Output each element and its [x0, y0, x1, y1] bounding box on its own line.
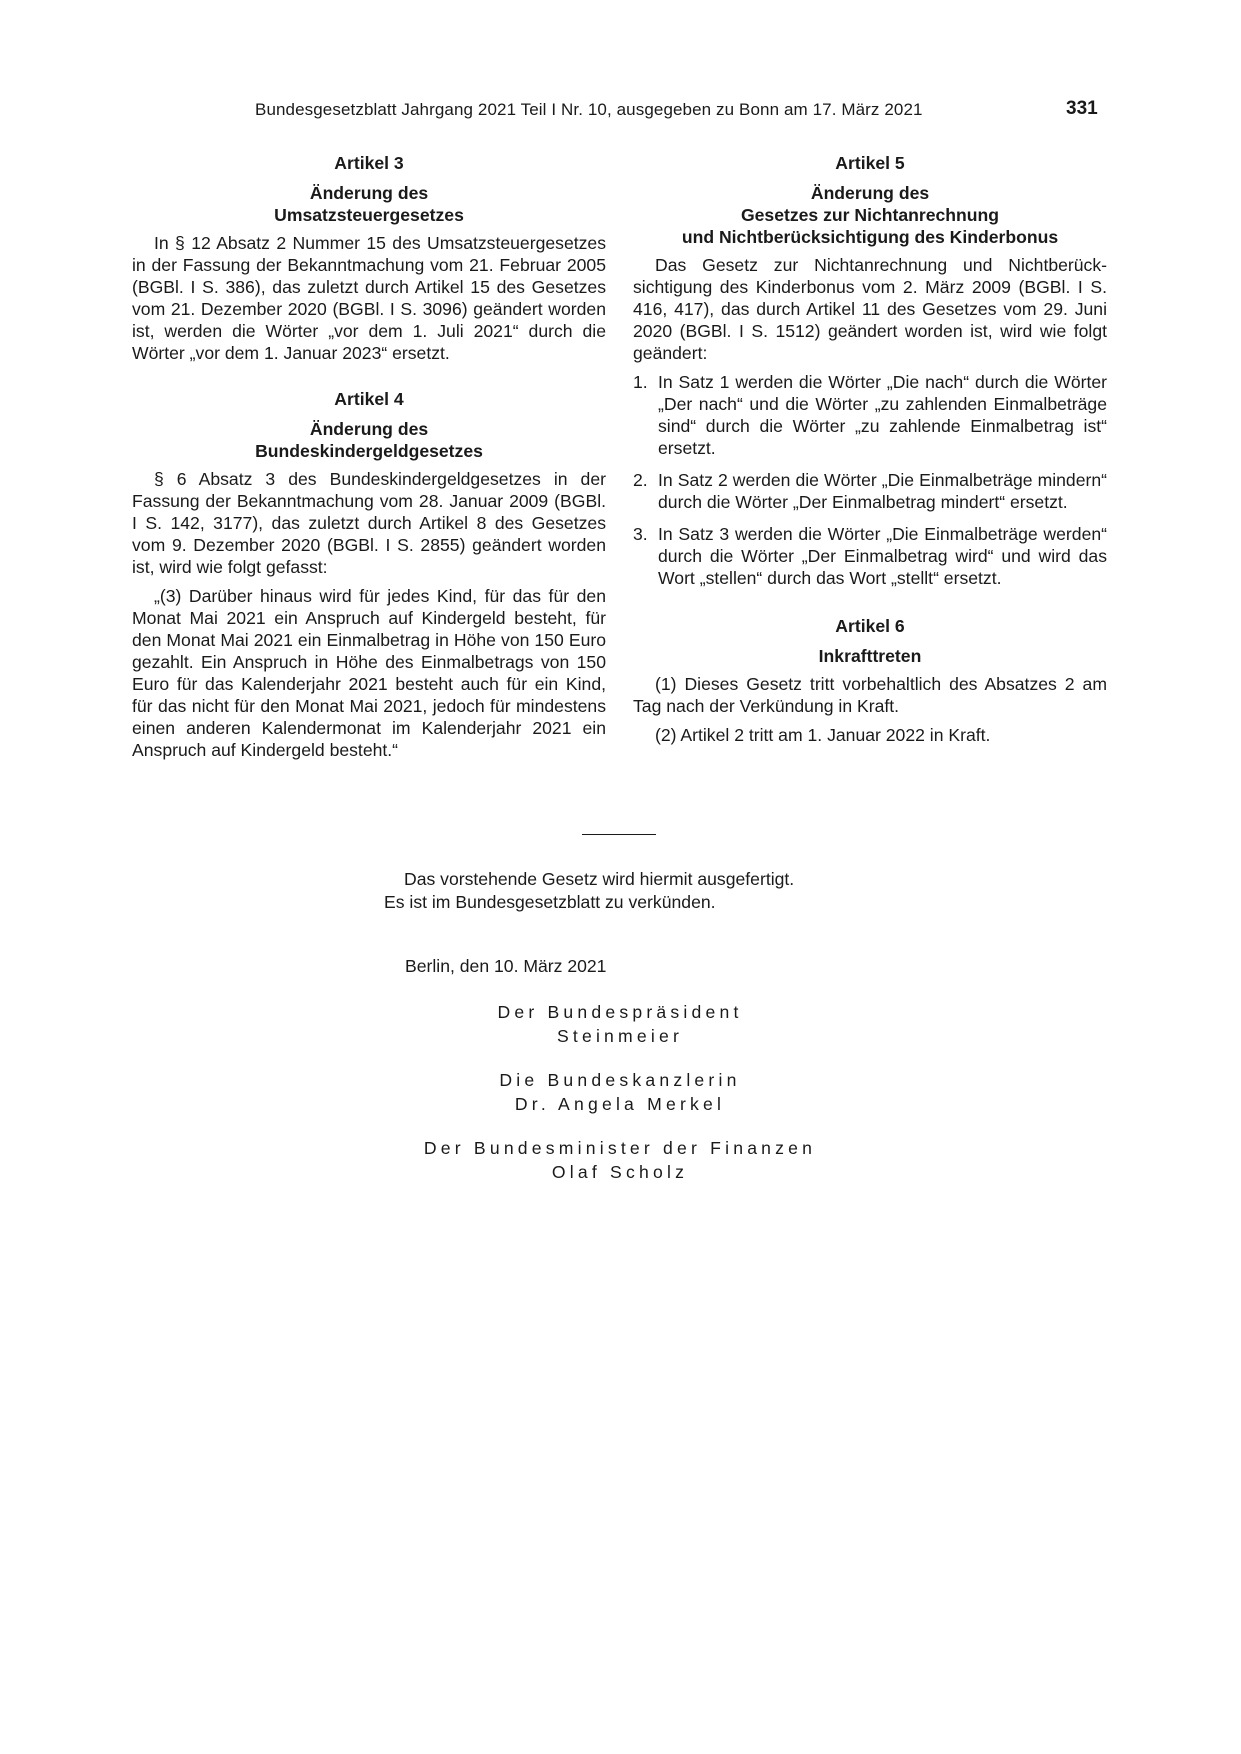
article-subtitle-line: Gesetzes zur Nichtanrechnung — [740, 205, 1000, 225]
closing-line: Es ist im Bundesgesetzblatt zu verkünden. — [384, 892, 716, 912]
article-paragraph: (1) Dieses Gesetz tritt vorbehaltlich des Absatzes 2 am Tag nach der Verkündung in Kraft. — [633, 674, 1107, 716]
article-4 — [132, 388, 606, 761]
list-item — [633, 469, 1107, 513]
closing-line: Das vorstehende Gesetz wird hiermit ausgefertigt. — [404, 869, 795, 889]
list-item — [633, 523, 1107, 589]
article-paragraph: Das Gesetz zur Nichtanrechnung und Nichtberücksichtigung des Kinderbonus vom 2. März 2009 (BGBl. I S. 416, 417), das durch Artikel 11 des Gesetzes vom 29. Juni 2020 (BGBl. I S. 1512) geändert worden ist, wird wie folgt geändert: — [633, 255, 1107, 363]
article-subtitle-line: Änderung des — [309, 419, 429, 439]
list-item — [633, 371, 1107, 459]
article-6 — [633, 615, 1107, 746]
article-subtitle-line: und Nichtberücksichtigung des Kinderbonus — [681, 227, 1059, 247]
article-subtitle-line: Bundeskindergeldgesetzes — [255, 441, 483, 461]
article-title: Artikel 4 — [334, 389, 404, 409]
header-text: Bundesgesetzblatt Jahrgang 2021 Teil I Nr. 10, ausgegeben zu Bonn am 17. März 2021 — [255, 100, 923, 119]
article-title: Artikel 5 — [835, 153, 905, 173]
article-subtitle-line: Umsatzsteuergesetzes — [274, 205, 464, 225]
signatory-role: Der Bundesminister der Finanzen — [423, 1138, 817, 1158]
closing-formula — [384, 868, 864, 914]
article-paragraph: (2) Artikel 2 tritt am 1. Januar 2022 in Kraft. — [655, 725, 991, 745]
signatory-role: Der Bundespräsident — [497, 1002, 743, 1022]
left-column — [132, 152, 606, 761]
article-subtitle: Inkrafttreten — [818, 646, 922, 666]
right-column — [633, 152, 1107, 746]
signatory-role: Die Bundeskanzlerin — [499, 1070, 741, 1090]
page-number: 331 — [1066, 98, 1098, 119]
signature-block-finance-minister — [320, 1136, 920, 1184]
article-3 — [132, 152, 606, 364]
article-paragraph: „(3) Darüber hinaus wird für jedes Kind, für das für den Monat Mai 2021 ein Anspruch auf Kindergeld besteht, für den Monat Mai 2021 ein Einmalbetrag in Höhe von 150 Euro gezahlt. Ein Anspruch in Höhe des Einmalbetrags von 150 Euro für das Kalenderjahr 2021 besteht auch für ein Kind, für das nicht für den Monat Mai 2021, jedoch für mindestens einen anderen Kalendermonat im Kalenderjahr 2021 ein Anspruch auf Kindergeld besteht.“ — [132, 586, 606, 760]
page-header — [0, 100, 1241, 128]
signatory-name: Dr. Angela Merkel — [514, 1094, 726, 1114]
article-title: Artikel 3 — [334, 153, 404, 173]
list-item-number: 2. — [633, 470, 648, 490]
article-subtitle — [132, 418, 606, 462]
signatory-name: Olaf Scholz — [551, 1162, 689, 1182]
signatory-name: Steinmeier — [556, 1026, 684, 1046]
article-paragraph: § 6 Absatz 3 des Bundeskindergeldgesetzes in der Fassung der Bekanntmachung vom 28. Januar 2009 (BGBl. I S. 142, 3177), das zuletzt durch Artikel 8 des Gesetzes vom 9. Dezember 2020 (BGBl. I S. 2855) geändert worden ist, wird wie folgt gefasst: — [132, 469, 606, 577]
article-title: Artikel 6 — [835, 616, 905, 636]
list-item-text: In Satz 1 werden die Wörter „Die nach“ durch die Wörter „Der nach“ und die Wörter „zu zahlenden Einmalbeträge sind“ durch die Wörter „zu zahlende Einmalbetrag ist“ ersetzt. — [658, 372, 1107, 458]
list-item-text: In Satz 2 werden die Wörter „Die Einmalbeträge mindern“ durch die Wörter „Der Einmalbetrag mindert“ ersetzt. — [658, 470, 1107, 512]
list-item-text: In Satz 3 werden die Wörter „Die Einmalbeträge werden“ durch die Wörter „Der Einmalbetrag wird“ und wird das Wort „stellen“ durch das Wort „stellt“ ersetzt. — [658, 524, 1107, 588]
list-item-number: 1. — [633, 372, 648, 392]
list-item-number: 3. — [633, 524, 648, 544]
article-paragraph: In § 12 Absatz 2 Nummer 15 des Umsatzsteuergesetzes in der Fassung der Bekanntmachung vom 21. Februar 2005 (BGBl. I S. 386), das zuletzt durch Artikel 15 des Gesetzes vom 21. Dezember 2020 (BGBl. I S. 3096) geändert worden ist, werden die Wörter „vor dem 1. Juli 2021“ durch die Wörter „vor dem 1. Januar 2023“ ersetzt. — [132, 233, 606, 363]
article-subtitle-line: Änderung des — [309, 183, 429, 203]
section-divider — [582, 834, 656, 835]
signature-block-chancellor — [320, 1068, 920, 1116]
signature-block-president — [320, 1000, 920, 1048]
article-5 — [633, 152, 1107, 589]
article-subtitle-line: Änderung des — [810, 183, 930, 203]
amendment-list — [633, 371, 1107, 589]
signing-date: Berlin, den 10. März 2021 — [405, 956, 607, 976]
article-subtitle — [633, 182, 1107, 248]
article-subtitle — [132, 182, 606, 226]
